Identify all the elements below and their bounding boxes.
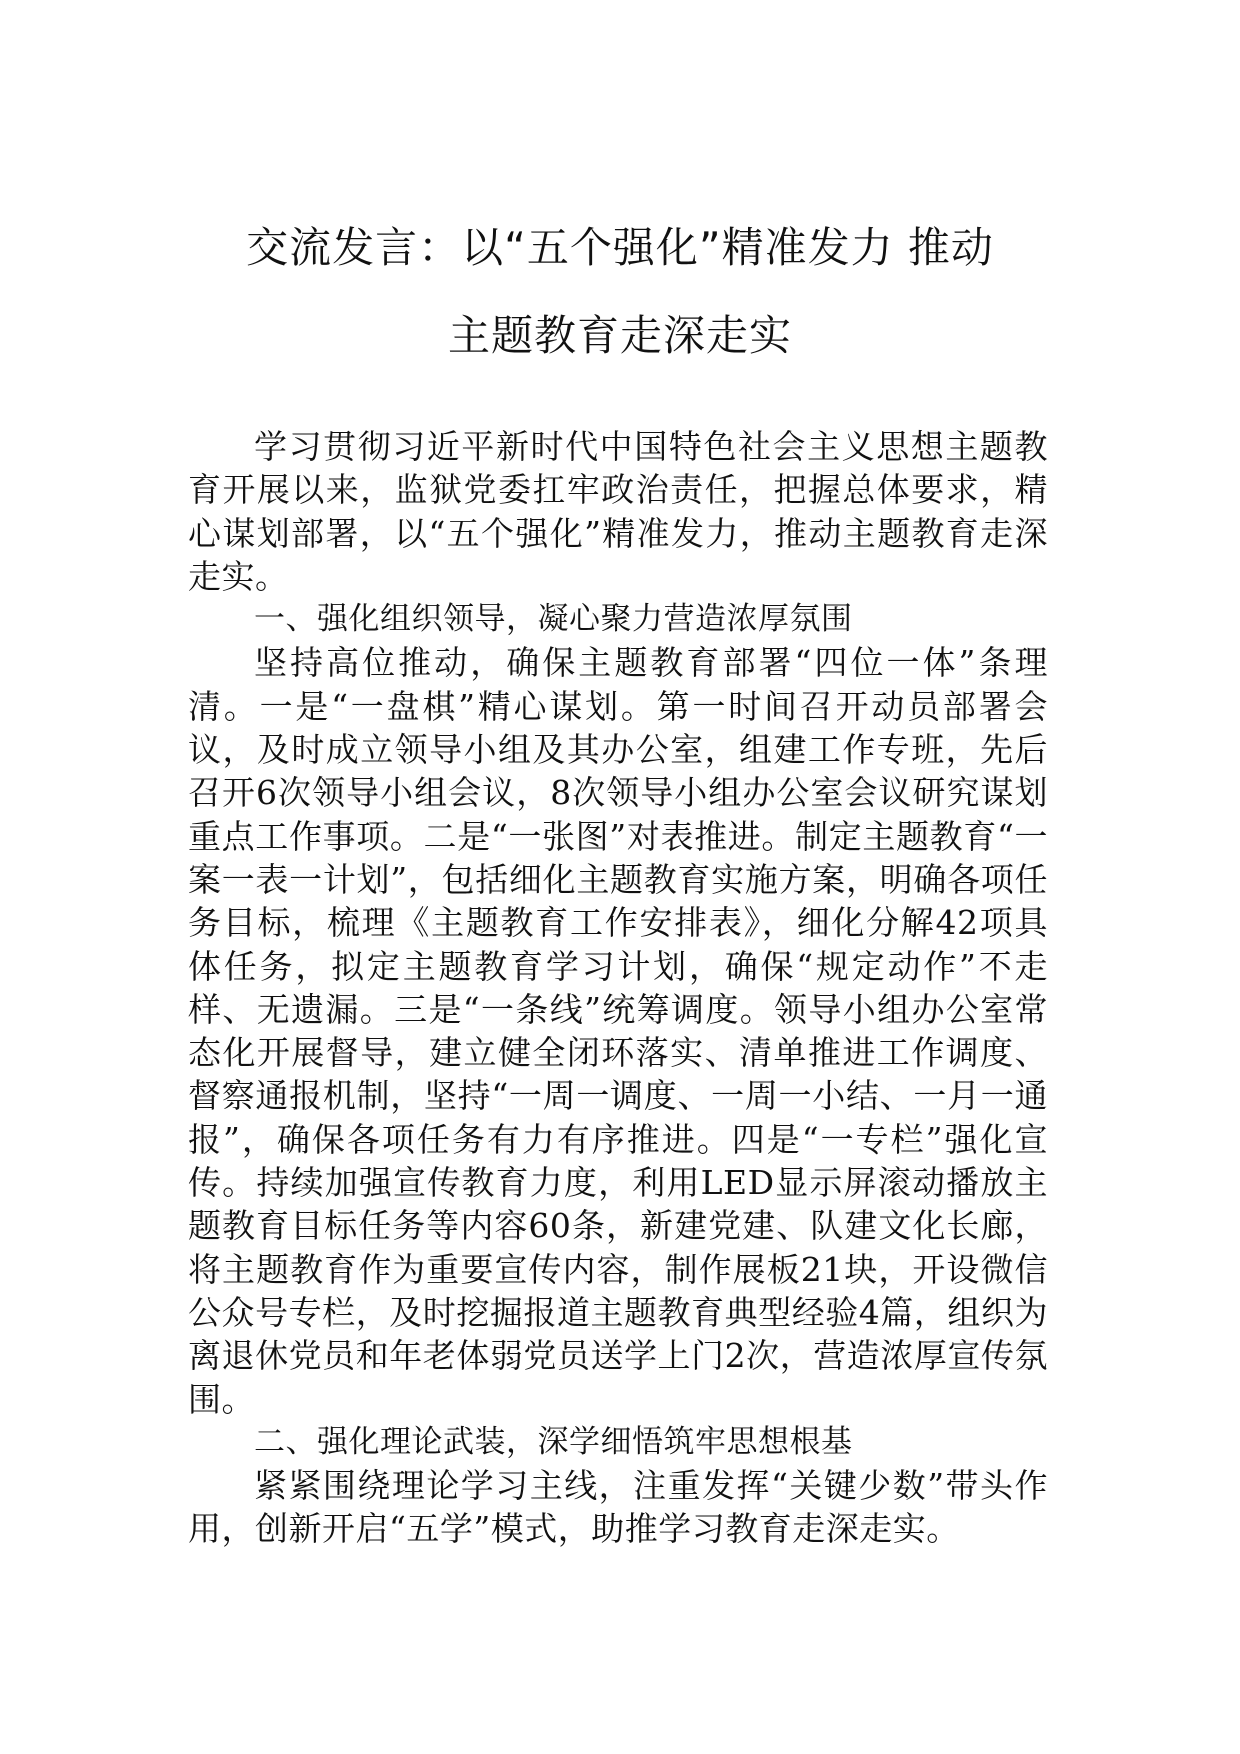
section-2-paragraph: 紧紧围绕理论学习主线，注重发挥“关键少数”带头作用，创新开启“五学”模式，助推学习教育走深走实。: [188, 1466, 1048, 1549]
document-body: [188, 425, 1048, 1551]
intro-paragraph: 学习贯彻习近平新时代中国特色社会主义思想主题教育开展以来，监狱党委扛牢政治责任，把握总体要求，精心谋划部署，以“五个强化”精准发力，推动主题教育走深走实。: [188, 427, 1048, 596]
section-1-heading: 一、强化组织领导，凝心聚力营造浓厚氛围: [254, 601, 853, 638]
title-line-1: 交流发言：以“五个强化”精准发力 推动: [246, 223, 994, 272]
section-2-heading: 二、强化理论武装，深学细悟筑牢思想根基: [254, 1423, 853, 1460]
title-line-2: 主题教育走深走实: [447, 311, 792, 360]
document-title: [140, 204, 1100, 380]
section-1-paragraph: 坚持高位推动，确保主题教育部署“四位一体”条理清。一是“一盘棋”精心谋划。第一时间召开动员部署会议，及时成立领导小组及其办公室，组建工作专班，先后召开6次领导小组会议，8次领导小组办公室会议研究谋划重点工作事项。二是“一张图”对表推进。制定主题教育“一案一表一计划”，包括细化主题教育实施方案，明确各项任务目标，梳理《主题教育工作安排表》，细化分解42项具体任务，拟定主题教育学习计划，确保“规定动作”不走样、无遗漏。三是“一条线”统筹调度。领导小组办公室常态化开展督导，建立健全闭环落实、清单推进工作调度、督察通报机制，坚持“一周一调度、一周一小结、一月一通报”，确保各项任务有力有序推进。四是“一专栏”强化宣传。持续加强宣传教育力度，利用LED显示屏滚动播放主题教育目标任务等内容60条，新建党建、队建文化长廊，将主题教育作为重要宣传内容，制作展板21块，开设微信公众号专栏，及时挖掘报道主题教育典型经验4篇，组织为离退休党员和年老体弱党员送学上门2次，营造浓厚宣传氛围。: [188, 643, 1048, 1419]
